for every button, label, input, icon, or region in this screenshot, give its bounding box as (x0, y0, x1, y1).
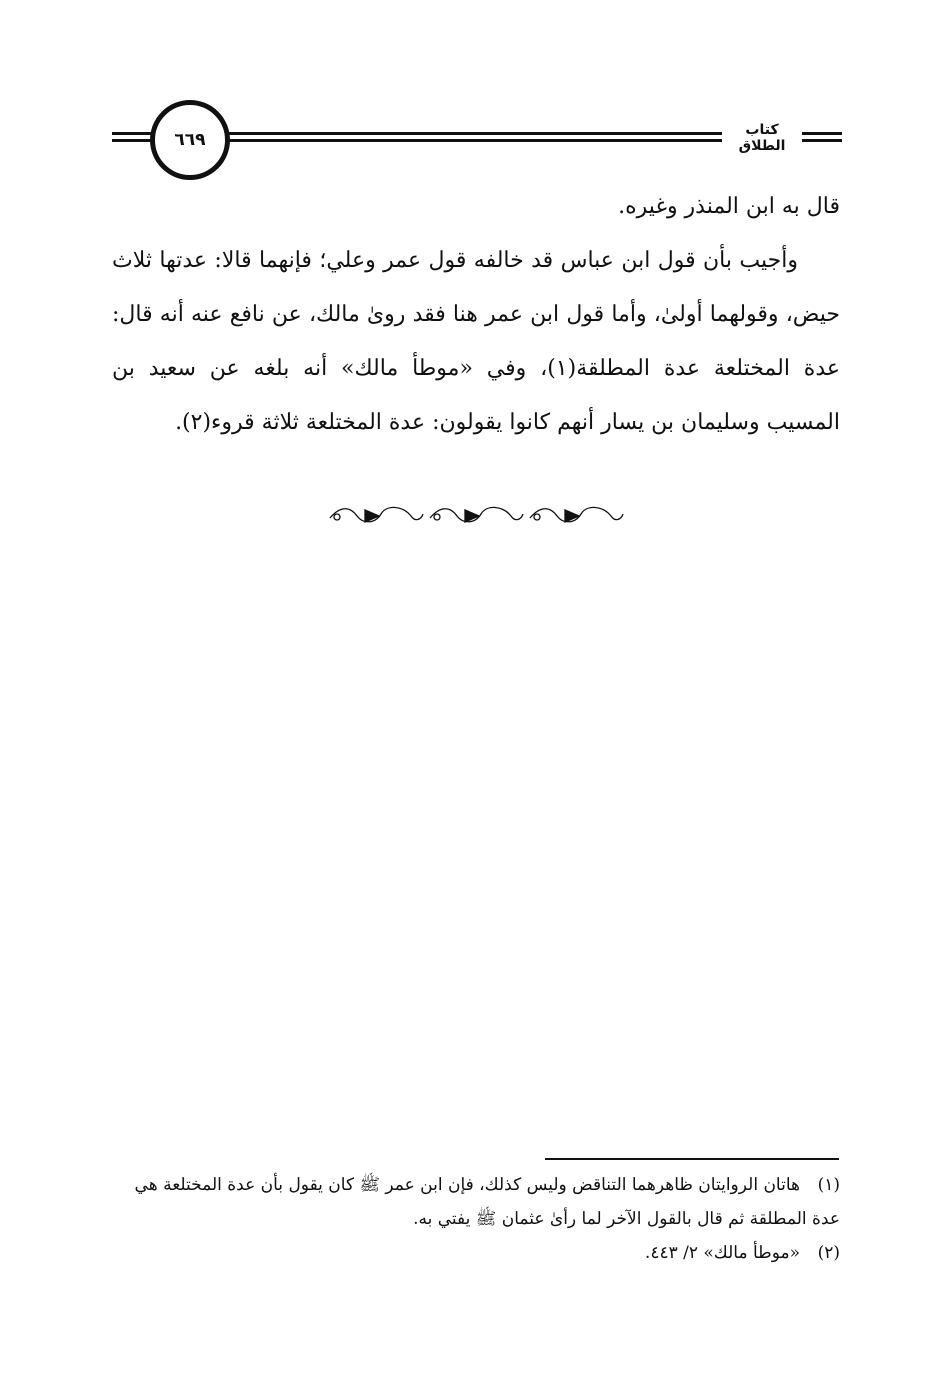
footnote-number: (١) (817, 1175, 840, 1195)
book-title: كتاب الطلاق (738, 122, 786, 154)
footnote-text: «موطأ مالك» ٢/ ٤٤٣. (644, 1243, 800, 1263)
header-rule (802, 139, 842, 142)
footnote (112, 1236, 840, 1270)
footnote-rule (545, 1158, 839, 1160)
ornament-flourish-icon (330, 507, 423, 522)
ornament-divider (325, 498, 630, 532)
header-rule (802, 132, 842, 135)
footnote-number: (٢) (817, 1243, 840, 1263)
ornament-flourish-icon (530, 507, 623, 522)
footnote (112, 1168, 840, 1236)
page-header (112, 100, 842, 180)
page-number: ٦٦٩ (150, 100, 230, 180)
paragraph: قال به ابن المنذر وغيره. (618, 194, 840, 219)
header-rule (222, 132, 722, 135)
footnotes (112, 1168, 840, 1270)
main-text (112, 180, 840, 450)
paragraph: وأجيب بأن قول ابن عباس قد خالفه قول عمر وعلي؛ فإنهما قالا: عدتها ثلاث حيض، وقولهما أولىٰ، وأما قول ابن عمر هنا فقد روىٰ مالك، عن نافع عنه أنه قال: عدة المختلعة عدة المطلقة(١)، وفي «موطأ مالك» أنه بلغه عن سعيد بن المسيب وسليمان بن يسار أنهم كانوا يقولون: عدة المختلعة ثلاثة قروء(٢). (112, 248, 840, 435)
header-rule (222, 139, 722, 142)
footnote-text: هاتان الروايتان ظاهرهما التناقض وليس كذلك، فإن ابن عمر ﷺ كان يقول بأن عدة المختلعة هي عدة المطلقة ثم قال بالقول الآخر لما رأىٰ عثمان ﷺ يفتي به. (134, 1175, 840, 1229)
ornament-flourish-icon (430, 507, 523, 522)
